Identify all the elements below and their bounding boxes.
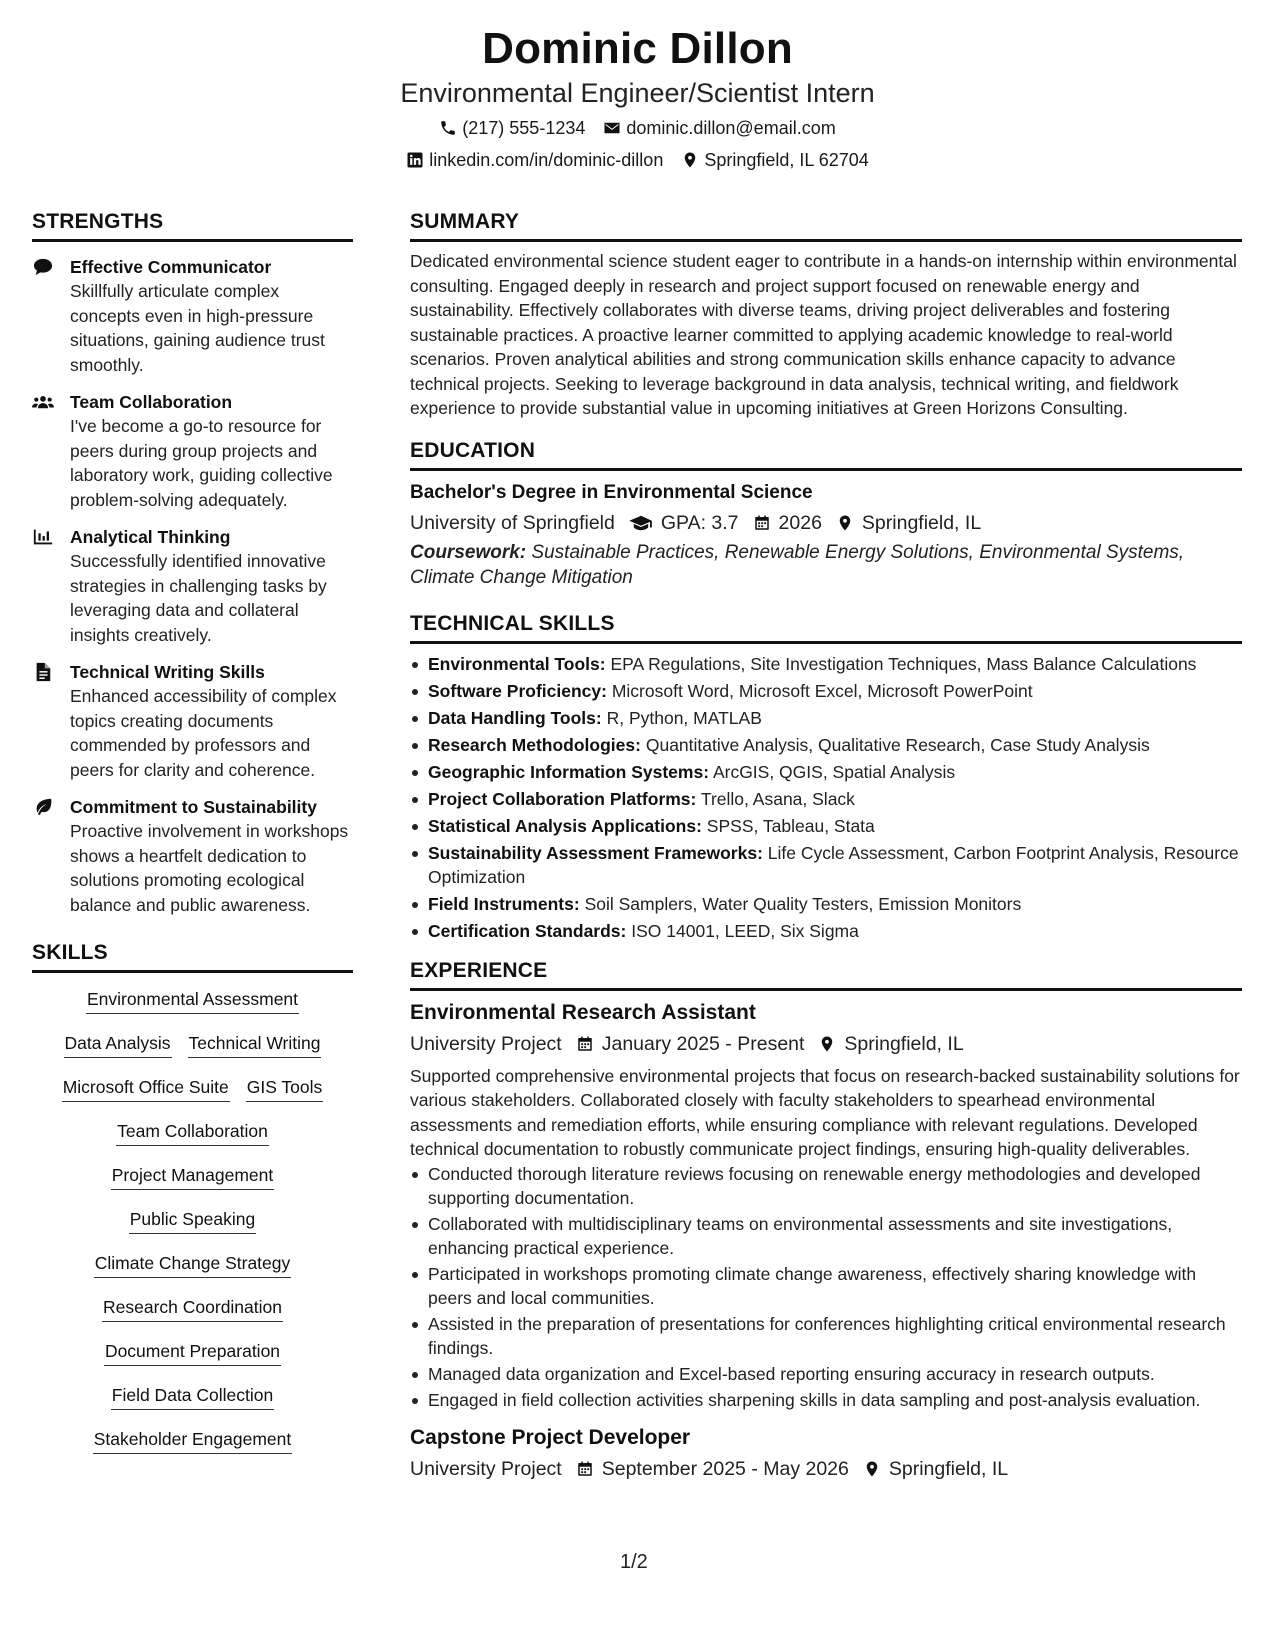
list-item bbox=[410, 814, 1242, 838]
list-item: Participated in workshops promoting climate change awareness, effectively sharing knowledge with peers and local communities. bbox=[410, 1262, 1242, 1310]
contact-location bbox=[681, 148, 868, 172]
contact-phone bbox=[439, 116, 585, 140]
strengths-heading: STRENGTHS bbox=[32, 208, 353, 242]
leaf-icon bbox=[32, 797, 54, 817]
strength-item bbox=[32, 525, 353, 647]
bar-chart-icon bbox=[32, 527, 54, 547]
list-item bbox=[410, 787, 1242, 811]
job-org: University Project bbox=[410, 1457, 562, 1480]
document-icon bbox=[32, 662, 54, 682]
skill-label: Geographic Information Systems: bbox=[428, 761, 710, 782]
coursework-text: Sustainable Practices, Renewable Energy Solutions, Environmental Systems, Climate Change Mitigation bbox=[410, 541, 1185, 588]
list-item bbox=[410, 919, 1242, 943]
map-pin-icon bbox=[863, 1460, 881, 1478]
page-number: 1/2 bbox=[620, 1551, 648, 1573]
strength-title: Commitment to Sustainability bbox=[70, 797, 317, 817]
candidate-name: Dominic Dillon bbox=[482, 24, 793, 73]
users-icon bbox=[32, 392, 54, 412]
skill-tag: Team Collaboration bbox=[116, 1119, 269, 1146]
contact-linkedin[interactable] bbox=[406, 148, 663, 172]
map-pin-icon bbox=[836, 514, 854, 532]
skill-tag: Public Speaking bbox=[129, 1207, 257, 1234]
linkedin-icon bbox=[406, 151, 424, 169]
skill-value: Microsoft Word, Microsoft Excel, Microsoft PowerPoint bbox=[611, 680, 1033, 701]
skill-tag: Research Coordination bbox=[102, 1295, 283, 1322]
strength-desc: Enhanced accessibility of complex topics creating documents commended by professors and peers for clarity and coherence. bbox=[70, 686, 337, 780]
strength-desc: Proactive involvement in workshops shows a heartfelt dedication to solutions promoting ecological balance and public awareness. bbox=[70, 821, 349, 915]
education-meta bbox=[410, 509, 1242, 537]
skill-label: Statistical Analysis Applications: bbox=[428, 815, 702, 836]
list-item bbox=[410, 760, 1242, 784]
school-location: Springfield, IL bbox=[861, 511, 982, 534]
grad-year: 2026 bbox=[778, 511, 822, 534]
skill-value: R, Python, MATLAB bbox=[606, 707, 762, 728]
strength-title: Analytical Thinking bbox=[70, 527, 231, 547]
skill-tag: Technical Writing bbox=[188, 1031, 322, 1058]
degree-title: Bachelor's Degree in Environmental Science bbox=[410, 481, 813, 503]
skill-value: ISO 14001, LEED, Six Sigma bbox=[631, 920, 859, 941]
skill-label: Sustainability Assessment Frameworks: bbox=[428, 842, 763, 863]
left-column bbox=[32, 208, 353, 1471]
skill-label: Project Collaboration Platforms: bbox=[428, 788, 697, 809]
skill-label: Data Handling Tools: bbox=[428, 707, 602, 728]
job-title: Capstone Project Developer bbox=[410, 1425, 691, 1449]
skill-label: Software Proficiency: bbox=[428, 680, 607, 701]
gpa-text: GPA: 3.7 bbox=[660, 511, 739, 534]
skill-value: Trello, Asana, Slack bbox=[700, 788, 855, 809]
list-item bbox=[410, 892, 1242, 916]
skill-tag: Document Preparation bbox=[104, 1339, 281, 1366]
calendar-icon bbox=[753, 514, 771, 532]
skill-label: Field Instruments: bbox=[428, 893, 580, 914]
calendar-icon bbox=[576, 1035, 594, 1053]
list-item bbox=[410, 841, 1242, 889]
list-item bbox=[410, 733, 1242, 757]
contact-row-2 bbox=[0, 148, 1275, 172]
list-item: Collaborated with multidisciplinary teams on environmental assessments and site investigations, enhancing practical experience. bbox=[410, 1212, 1242, 1260]
email-text[interactable]: dominic.dillon@email.com bbox=[626, 118, 836, 138]
strength-desc: Skillfully articulate complex concepts even in high-pressure situations, gaining audience trust smoothly. bbox=[70, 281, 325, 375]
technical-skills-heading: TECHNICAL SKILLS bbox=[410, 610, 1242, 644]
list-item: Conducted thorough literature reviews focusing on renewable energy methodologies and developed supporting documentation. bbox=[410, 1162, 1242, 1210]
skill-value: Soil Samplers, Water Quality Testers, Emission Monitors bbox=[584, 893, 1022, 914]
candidate-title: Environmental Engineer/Scientist Intern bbox=[400, 78, 875, 108]
education-heading: EDUCATION bbox=[410, 437, 1242, 471]
job-dates: January 2025 - Present bbox=[601, 1032, 805, 1055]
coursework bbox=[410, 540, 1242, 590]
list-item: Managed data organization and Excel-based reporting ensuring accuracy in research outputs. bbox=[410, 1362, 1242, 1386]
skill-label: Research Methodologies: bbox=[428, 734, 641, 755]
calendar-icon bbox=[576, 1460, 594, 1478]
map-pin-icon bbox=[681, 151, 699, 169]
job-meta bbox=[410, 1030, 1242, 1058]
envelope-icon bbox=[603, 119, 621, 137]
strength-desc: Successfully identified innovative strategies in challenging tasks by leveraging data and collateral insights creatively. bbox=[70, 551, 327, 645]
job-org: University Project bbox=[410, 1032, 562, 1055]
strength-desc: I've become a go-to resource for peers during group projects and laboratory work, guiding collective problem-solving adequately. bbox=[70, 416, 333, 510]
strength-item bbox=[32, 390, 353, 512]
skills-heading: SKILLS bbox=[32, 939, 353, 973]
strength-title: Effective Communicator bbox=[70, 257, 272, 277]
skill-label: Certification Standards: bbox=[428, 920, 627, 941]
contact-email[interactable] bbox=[603, 116, 835, 140]
list-item: Engaged in field collection activities sharpening skills in data sampling and post-analysis evaluation. bbox=[410, 1388, 1242, 1412]
skill-tag: Microsoft Office Suite bbox=[62, 1075, 230, 1102]
summary-text: Dedicated environmental science student eager to contribute in a hands-on internship within environmental consulting. Engaged deeply in research and project support focused on renewable energy and sustainability. Effectively collaborates with diverse teams, driving project deliverables and fostering sustainable practices. A proactive learner committed to applying academic knowledge to real-world scenarios. Proven analytical abilities and strong communication skills enhance capacity to advance technical projects. Seeking to leverage background in data analysis, technical writing, and fieldwork experience to provide substantial value in upcoming initiatives at Green Horizons Consulting. bbox=[410, 251, 1237, 418]
location-text: Springfield, IL 62704 bbox=[704, 150, 869, 170]
coursework-label: Coursework: bbox=[410, 541, 527, 563]
skill-tag: Project Management bbox=[111, 1163, 274, 1190]
strength-item bbox=[32, 255, 353, 377]
job-location: Springfield, IL bbox=[888, 1457, 1009, 1480]
strength-title: Technical Writing Skills bbox=[70, 662, 265, 682]
skill-value: Life Cycle Assessment, Carbon Footprint Analysis, Resource Optimization bbox=[428, 842, 1239, 887]
job-meta bbox=[410, 1455, 1242, 1483]
skill-label: Environmental Tools: bbox=[428, 653, 606, 674]
strength-item bbox=[32, 795, 353, 917]
phone-text: (217) 555-1234 bbox=[462, 118, 586, 138]
skill-value: SPSS, Tableau, Stata bbox=[706, 815, 875, 836]
right-column bbox=[410, 208, 1242, 1483]
resume-header bbox=[0, 22, 1275, 172]
summary-heading: SUMMARY bbox=[410, 208, 1242, 242]
skill-tag: Field Data Collection bbox=[111, 1383, 274, 1410]
strength-item bbox=[32, 660, 353, 782]
experience-heading: EXPERIENCE bbox=[410, 957, 1242, 991]
strength-title: Team Collaboration bbox=[70, 392, 233, 412]
job-dates: September 2025 - May 2026 bbox=[601, 1457, 849, 1480]
linkedin-text[interactable]: linkedin.com/in/dominic-dillon bbox=[429, 150, 664, 170]
technical-skills-list bbox=[410, 652, 1242, 943]
phone-icon bbox=[439, 119, 457, 137]
list-item bbox=[410, 679, 1242, 703]
graduation-cap-icon bbox=[629, 514, 653, 532]
list-item bbox=[410, 706, 1242, 730]
job-description: Supported comprehensive environmental projects that focus on research-backed sustainability solutions for various stakeholders. Collaborated closely with faculty stakeholders to spearhead environmental assessments and remediation efforts, while ensuring compliance with relevant regulations. Developed technical documentation to robustly communicate project findings, ensuring high-quality deliverables. bbox=[410, 1065, 1240, 1159]
skill-value: ArcGIS, QGIS, Spatial Analysis bbox=[712, 761, 956, 782]
skill-value: EPA Regulations, Site Investigation Techniques, Mass Balance Calculations bbox=[610, 653, 1197, 674]
skill-tag: GIS Tools bbox=[246, 1075, 324, 1102]
speech-bubble-icon bbox=[32, 257, 54, 277]
list-item: Assisted in the preparation of presentations for conferences highlighting critical environmental research findings. bbox=[410, 1312, 1242, 1360]
skill-value: Quantitative Analysis, Qualitative Research, Case Study Analysis bbox=[645, 734, 1150, 755]
contact-row-1 bbox=[0, 116, 1275, 140]
skill-tag: Environmental Assessment bbox=[86, 987, 299, 1014]
school-name: University of Springfield bbox=[410, 511, 615, 534]
skills-list bbox=[32, 987, 353, 1454]
job-location: Springfield, IL bbox=[844, 1032, 964, 1055]
map-pin-icon bbox=[818, 1035, 836, 1053]
list-item bbox=[410, 652, 1242, 676]
skill-tag: Stakeholder Engagement bbox=[93, 1427, 293, 1454]
job-title: Environmental Research Assistant bbox=[410, 1000, 756, 1024]
job-bullets bbox=[410, 1162, 1242, 1412]
skill-tag: Climate Change Strategy bbox=[94, 1251, 292, 1278]
skill-tag: Data Analysis bbox=[64, 1031, 172, 1058]
